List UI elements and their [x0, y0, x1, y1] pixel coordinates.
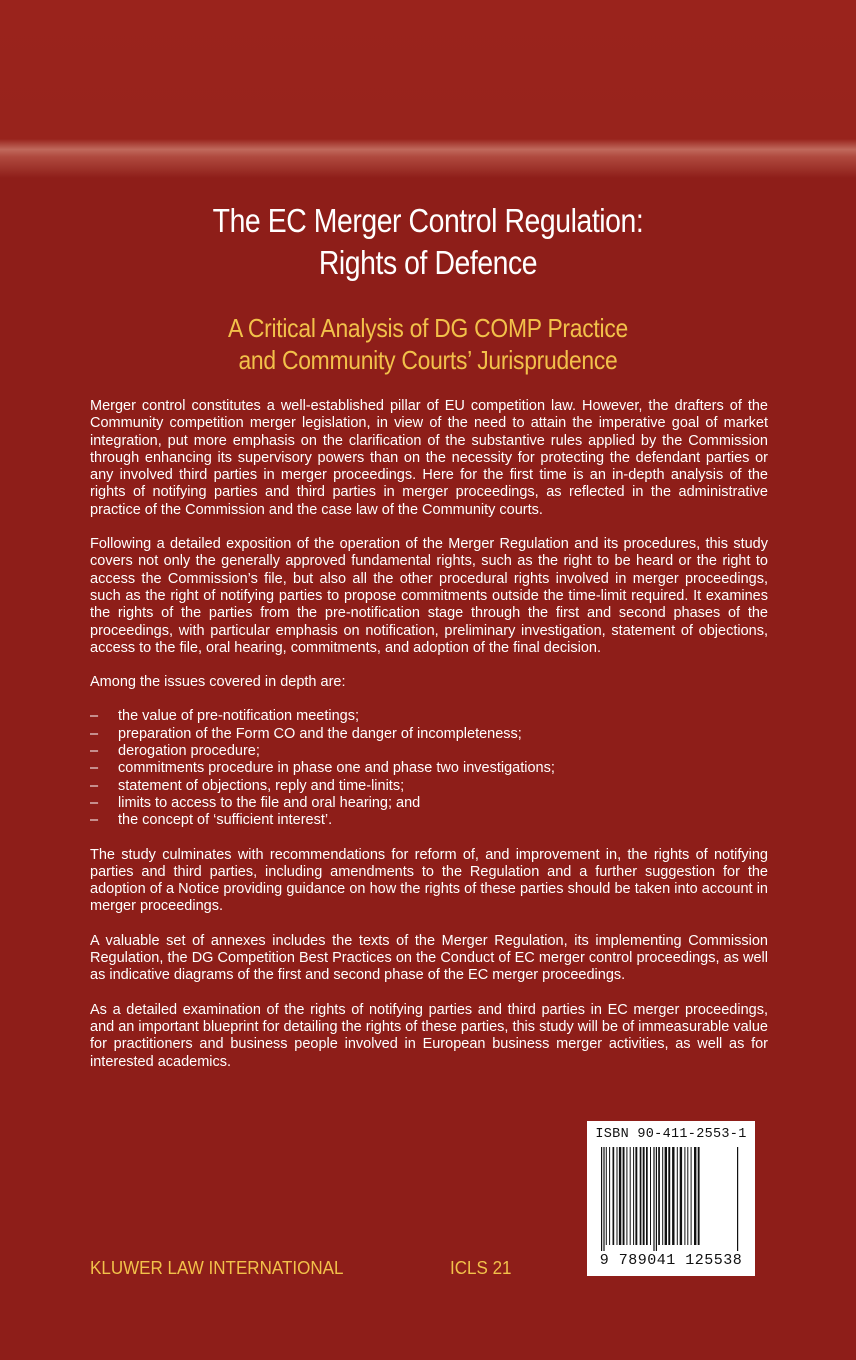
- paragraph-issues-lead: Among the issues covered in depth are:: [90, 674, 346, 691]
- barcode-bar: [603, 1147, 604, 1251]
- list-item: [90, 760, 768, 777]
- subtitle-line-2: and Community Courts’ Jurisprudence: [238, 345, 618, 375]
- list-item-text: preparation of the Form CO and the danger of incompleteness;: [118, 725, 522, 742]
- barcode-bar: [677, 1147, 678, 1245]
- publisher-name: KLUWER LAW INTERNATIONAL: [90, 1257, 344, 1278]
- book-title: [60, 200, 796, 284]
- dash-bullet: –: [90, 794, 99, 811]
- barcode-bar: [684, 1147, 685, 1245]
- title-line-2: Rights of Defence: [318, 244, 538, 281]
- paragraph-scope: Following a detailed exposition of the operation of the Merger Regulation and its procedures, this study covers not only the generally approved fundamental rights, such as the right to be heard or the right to access the Commission’s file, but also all the other procedural rights involved in merger proceedings, such as the right of notifying parties to propose commitments outside the time-limit required. It examines the rights of the parties from the pre-notification stage through the first and second phases of the proceedings, with particular emphasis on notification, preliminary investigation, statement of objections, access to the file, oral hearing, commitments, and adoption of the final decision.: [90, 536, 768, 656]
- list-item: [90, 708, 768, 725]
- series-label: ICLS 21: [450, 1257, 512, 1278]
- isbn-barcode: [587, 1121, 755, 1276]
- barcode-bar: [630, 1147, 631, 1245]
- dash-bullet: –: [90, 725, 99, 742]
- barcode-bar: [606, 1147, 607, 1245]
- ean-number: 9 789041 125538: [599, 1252, 743, 1269]
- barcode-bar: [650, 1147, 651, 1245]
- barcode-bar: [613, 1147, 615, 1245]
- barcode-bar: [698, 1147, 700, 1245]
- barcode-bar: [668, 1147, 670, 1245]
- barcode-bar: [672, 1147, 674, 1245]
- dash-bullet: –: [90, 743, 99, 760]
- blurb-text: [90, 398, 768, 1088]
- dash-bullet: –: [90, 708, 99, 725]
- list-item: [90, 812, 768, 829]
- list-item-text: the concept of ‘sufficient interest’.: [118, 812, 333, 829]
- cover-top-band: [0, 0, 856, 178]
- list-item-text: limits to access to the file and oral hearing; and: [118, 794, 421, 811]
- barcode-bar: [737, 1147, 738, 1251]
- subtitle-line-1: A Critical Analysis of DG COMP Practice: [228, 313, 628, 343]
- list-item: [90, 795, 768, 812]
- dash-bullet: –: [90, 812, 99, 829]
- barcode-bar: [687, 1147, 688, 1245]
- list-item-text: derogation procedure;: [118, 743, 260, 760]
- barcode-bar: [665, 1147, 667, 1245]
- list-item: [90, 726, 768, 743]
- paragraph-annexes: A valuable set of annexes includes the texts of the Merger Regulation, its implementing Commission Regulation, the DG Competition Best Practices on the Conduct of EC merger control proceedings, as well as indicative diagrams of the first and second phase of the EC merger proceedings.: [90, 932, 768, 984]
- barcode-bar: [680, 1147, 682, 1245]
- isbn-number: ISBN 90-411-2553-1: [595, 1127, 747, 1142]
- barcode-bar: [658, 1147, 660, 1245]
- barcode-bar: [633, 1147, 634, 1245]
- list-item: [90, 743, 768, 760]
- barcode-bar: [694, 1147, 696, 1245]
- barcode-bar: [601, 1147, 602, 1251]
- barcode-bar: [643, 1147, 645, 1245]
- barcode-bar: [617, 1147, 618, 1245]
- barcode-bar: [662, 1147, 663, 1245]
- barcode-bar: [656, 1147, 657, 1251]
- title-line-1: The EC Merger Control Regulation:: [212, 202, 644, 239]
- paragraph-conclusion: As a detailed examination of the rights of notifying parties and third parties in EC merger proceedings, and an important blueprint for detailing the rights of these parties, this study will be of immeasurable value for practitioners and business people involved in European business merger activities, as well as for interested academics.: [90, 1001, 768, 1070]
- list-item-text: statement of objections, reply and time-linits;: [118, 777, 405, 794]
- barcode-bar: [626, 1147, 627, 1245]
- paragraph-intro: Merger control constitutes a well-established pillar of EU competition law. However, the drafters of the Community competition merger legislation, in view of the need to attain the imperative goal of market integration, put more emphasis on the clarification of the substantive rules applied by the Commission through enhancing its supervisory powers than on the necessity for protecting the defendant parties or any involved third parties in merger proceedings. Here for the first time is an in-depth analysis of the rights of notifying parties and third parties in merger proceedings, as reflected in the administrative practice of the Commission and the case law of the Community courts.: [90, 398, 768, 518]
- barcode-bar: [623, 1147, 625, 1245]
- barcode-bar: [653, 1147, 654, 1251]
- paragraph-recommendations: The study culminates with recommendations for reform of, and improvement in, the rights of notifying parties and third parties, including amendments to the Regulation and a further suggestion for the adoption of a Notice providing guidance on how the rights of these parties should be taken into account in merger proceedings.: [90, 846, 768, 915]
- list-item: [90, 778, 768, 795]
- barcode-bar: [640, 1147, 642, 1245]
- barcode-bar: [691, 1147, 692, 1245]
- barcode-bar: [609, 1147, 610, 1245]
- barcode-bar: [635, 1147, 637, 1245]
- dash-bullet: –: [90, 777, 99, 794]
- dash-bullet: –: [90, 760, 99, 777]
- list-item-text: the value of pre-notification meetings;: [118, 708, 359, 725]
- barcode-bar: [646, 1147, 648, 1245]
- issues-list: [90, 708, 768, 829]
- list-item-text: commitments procedure in phase one and phase two investigations;: [118, 760, 555, 777]
- barcode-bars: [599, 1147, 743, 1251]
- barcode-bar: [619, 1147, 621, 1245]
- book-subtitle: [51, 312, 804, 376]
